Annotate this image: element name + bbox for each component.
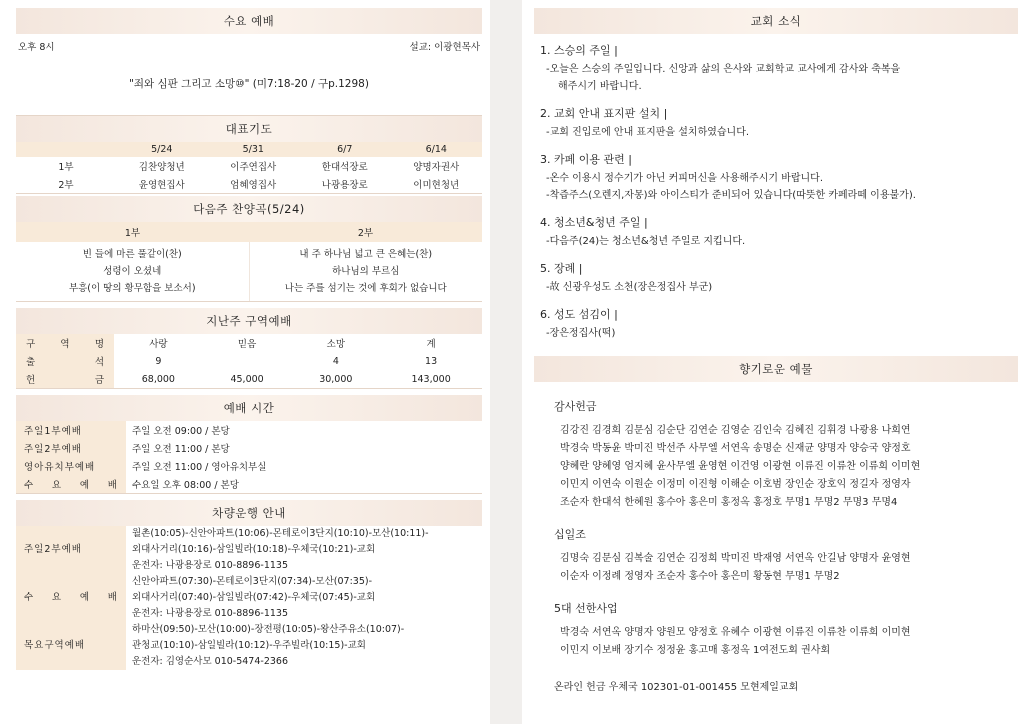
group-cell: 9 <box>155 355 162 367</box>
service-label: 영아유치부예배 <box>16 457 126 475</box>
hymn-col2-header: 2부 <box>249 222 482 242</box>
news-item-line: -온수 이용시 정수기가 아닌 커피머신을 사용해주시기 바랍니다. <box>546 173 824 184</box>
offering-name-line: 이민지 이연숙 이원순 이정미 이진형 이해순 이호범 장인순 장호익 정길자 정영자 <box>560 479 911 490</box>
offering-list <box>534 382 1018 660</box>
bus-route-line: 월촌(10:05)-신안아파트(10:06)-몬테로이3단지(10:10)-모산(10:11)- <box>132 528 429 539</box>
offering-names <box>554 422 998 512</box>
group-worship-table <box>16 334 482 389</box>
offering-category: 십일조 <box>554 528 586 541</box>
bus-route-line: 관청교(10:10)-삼일빌라(10:12)-우주빌라(10:15)-교회 <box>132 640 366 651</box>
hymn-title: 나는 주를 섬기는 것에 후회가 없습니다 <box>284 283 447 294</box>
offering-category: 5대 선한사업 <box>554 602 618 615</box>
news-item <box>540 214 1012 250</box>
service-label: 수 요 예 배 <box>16 475 126 494</box>
group-row <box>16 370 482 389</box>
group-cell: 13 <box>425 355 438 367</box>
hymn-title: 내 주 하나님 넓고 큰 은혜는(찬) <box>299 249 433 260</box>
news-item-line: 해주시기 바랍니다. <box>558 81 642 92</box>
page-divider <box>490 0 522 724</box>
bus-driver: 운전자: 나광용장로 010-8896-1135 <box>132 608 288 619</box>
bus-route-line: 외대사거리(07:40)-삼일빌라(07:42)-우체국(07:45)-교회 <box>132 592 376 603</box>
group-row-label: 출 석 <box>16 352 114 370</box>
service-times-header: 예배 시간 <box>16 395 482 421</box>
prayer-row <box>16 157 482 175</box>
group-cell: 143,000 <box>411 373 451 385</box>
bus-route-line: 하마산(09:50)-모산(10:00)-장전평(10:05)-왕산주유소(10:07)- <box>132 624 405 635</box>
hymn-list-2 <box>249 242 483 301</box>
prayer-name: 윤영현집사 <box>138 180 185 191</box>
news-item-line: -교회 진입로에 안내 표지판을 설치하였습니다. <box>546 127 750 138</box>
offering-name-line: 양혜란 양혜영 엄지혜 윤사무엘 윤영현 이건영 이광현 이류진 이류찬 이류희 이미현 <box>560 461 921 472</box>
prayer-name: 양명자권사 <box>413 162 460 173</box>
bus-route-label: 목요구역예배 <box>16 622 126 670</box>
church-news-header: 교회 소식 <box>534 8 1018 34</box>
prayer-table <box>16 142 482 194</box>
service-value: 수요일 오후 08:00 / 본당 <box>132 480 239 491</box>
left-column <box>16 8 482 670</box>
hymn-title: 하나님의 부르심 <box>332 266 400 277</box>
offering-names <box>554 624 998 660</box>
church-news-list <box>534 34 1018 356</box>
prayer-corner <box>16 142 116 157</box>
prayer-name: 이주연집사 <box>230 162 277 173</box>
hymn-column-headers <box>16 222 482 242</box>
group-cell <box>203 352 292 370</box>
prayer-row-label: 2부 <box>58 180 74 191</box>
service-value: 주일 오전 11:00 / 본당 <box>132 444 230 455</box>
news-item <box>540 151 1012 204</box>
right-column <box>534 8 1018 697</box>
hymn-header: 다음주 찬양곡(5/24) <box>16 196 482 222</box>
news-item-line: -장은정집사(떡) <box>546 328 616 339</box>
news-item-line: -故 신광우성도 소천(장은정집사 부군) <box>546 282 713 293</box>
prayer-name: 김찬양청년 <box>138 162 185 173</box>
prayer-date: 6/7 <box>299 142 391 157</box>
offering-name-line: 김명숙 김문심 김복술 김연순 김정희 박미진 박재영 서연옥 안길남 양명자 윤영현 <box>560 553 911 564</box>
bus-route-line: 외대사거리(10:16)-삼일빌라(10:18)-우체국(10:21)-교회 <box>132 544 376 555</box>
news-item-title: 6. 성도 섬김이 | <box>540 308 618 321</box>
service-row <box>16 457 482 475</box>
bus-driver: 운전자: 나광용장로 010-8896-1135 <box>132 560 288 571</box>
bus-route-detail <box>126 526 482 574</box>
group-row-label: 헌 금 <box>16 370 114 389</box>
wed-service-meta <box>16 34 482 58</box>
group-worship-header: 지난주 구역예배 <box>16 308 482 334</box>
group-header-cell: 사랑 <box>149 339 168 350</box>
sermon-title: "죄와 심판 그리고 소망⑩" (미7:18-20 / 구p.1298) <box>16 58 482 116</box>
group-header-cell: 계 <box>426 339 436 350</box>
service-row <box>16 439 482 457</box>
wed-time: 오후 8시 <box>18 42 55 53</box>
offering-name-line: 박경숙 박동윤 박미진 박선주 사무엘 서연옥 송명순 신재균 양명자 양승국 양정호 <box>560 443 911 454</box>
offering-name-line: 이민지 이보배 장기수 정정윤 홍고매 홍정옥 1여전도회 권사회 <box>560 645 831 656</box>
group-cell: 68,000 <box>141 373 175 385</box>
news-item-title: 5. 장례 | <box>540 262 583 275</box>
offering-name-line: 박경숙 서연옥 양명자 양원모 양정호 유혜수 이광현 이류진 이류찬 이류희 이미현 <box>560 627 911 638</box>
service-value: 주일 오전 09:00 / 본당 <box>132 426 230 437</box>
offering-name-line: 김강진 김경희 김문심 김순단 김연순 김영순 김인숙 김혜진 김휘경 나광용 나희연 <box>560 425 911 436</box>
news-item-title: 4. 청소년&청년 주일 | <box>540 216 648 229</box>
group-header-cell: 믿음 <box>237 339 257 350</box>
prayer-row <box>16 175 482 194</box>
online-offering-account: 온라인 헌금 우체국 102301-01-001455 모현제일교회 <box>554 682 799 693</box>
hymn-title: 성령이 오셨네 <box>103 266 162 277</box>
bus-route-label: 수 요 예 배 <box>16 574 126 622</box>
hymn-title: 부흥(이 땅의 황무함을 보소서) <box>68 283 196 294</box>
offering-header: 향기로운 예물 <box>534 356 1018 382</box>
bus-route-detail <box>126 574 482 622</box>
hymn-col1-header: 1부 <box>16 222 249 242</box>
prayer-date: 6/14 <box>391 142 483 157</box>
offering-names <box>554 550 998 586</box>
news-item <box>540 260 1012 296</box>
prayer-date-row <box>16 142 482 157</box>
group-cell: 30,000 <box>319 373 353 385</box>
offering-name-line: 이순자 이정례 정영자 조순자 홍수아 홍은미 황동현 무명1 무명2 <box>560 571 840 582</box>
bus-row <box>16 622 482 670</box>
service-label: 주일1부예배 <box>16 421 126 439</box>
service-label: 주일2부예배 <box>16 439 126 457</box>
prayer-name: 엄혜영집사 <box>230 180 277 191</box>
bus-route-line: 신안아파트(07:30)-몬테로이3단지(07:34)-모산(07:35)- <box>132 576 372 587</box>
hymn-lists <box>16 242 482 302</box>
group-header-row <box>16 334 482 352</box>
prayer-date: 5/24 <box>116 142 208 157</box>
news-item-title: 2. 교회 안내 표지판 설치 | <box>540 107 668 120</box>
news-item-line: -착즙주스(오렌지,자몽)와 아이스티가 준비되어 있습니다(따뜻한 카페라떼 이용불가). <box>546 190 916 201</box>
wed-preacher: 설교: 이광현목사 <box>409 42 480 53</box>
news-item <box>540 42 1012 95</box>
bus-route-label: 주일2부예배 <box>16 526 126 574</box>
bus-schedule-header: 차량운행 안내 <box>16 500 482 526</box>
hymn-title: 빈 들에 마른 풀같이(찬) <box>82 249 182 260</box>
prayer-name: 이미현청년 <box>413 180 460 191</box>
bus-row <box>16 526 482 574</box>
group-cell: 45,000 <box>230 373 264 385</box>
service-row <box>16 421 482 439</box>
service-times-table <box>16 421 482 494</box>
wed-service-header: 수요 예배 <box>16 8 482 34</box>
offering-category: 감사헌금 <box>554 400 597 413</box>
news-item-line: -다음주(24)는 청소년&청년 주일로 지킵니다. <box>546 236 746 247</box>
group-row <box>16 352 482 370</box>
group-cell: 4 <box>332 355 339 367</box>
bus-driver: 운전자: 김영순사모 010-5474-2366 <box>132 656 288 667</box>
prayer-header: 대표기도 <box>16 116 482 142</box>
news-item <box>540 105 1012 141</box>
bus-route-detail <box>126 622 482 670</box>
news-item-title: 1. 스승의 주일 | <box>540 44 618 57</box>
service-value: 주일 오전 11:00 / 영아유치부실 <box>132 462 267 473</box>
group-header-cell: 소망 <box>326 339 346 350</box>
news-item-title: 3. 카페 이용 관련 | <box>540 153 632 166</box>
group-header-label: 구 역 명 <box>16 334 114 352</box>
offering-name-line: 조순자 한대석 한혜원 홍수아 홍은미 홍정옥 홍정호 무명1 무명2 무명3 무명4 <box>560 497 898 508</box>
hymn-list-1 <box>16 242 249 301</box>
prayer-name: 한대석장로 <box>321 162 368 173</box>
service-row <box>16 475 482 494</box>
prayer-row-label: 1부 <box>58 162 74 173</box>
prayer-name: 나광용장로 <box>321 180 368 191</box>
news-item-line: -오늘은 스승의 주일입니다. 신앙과 삶의 은사와 교회학교 교사에게 감사와 축복을 <box>546 64 901 75</box>
bus-schedule-table <box>16 526 482 670</box>
prayer-date: 5/31 <box>208 142 300 157</box>
bus-row <box>16 574 482 622</box>
news-item <box>540 306 1012 342</box>
